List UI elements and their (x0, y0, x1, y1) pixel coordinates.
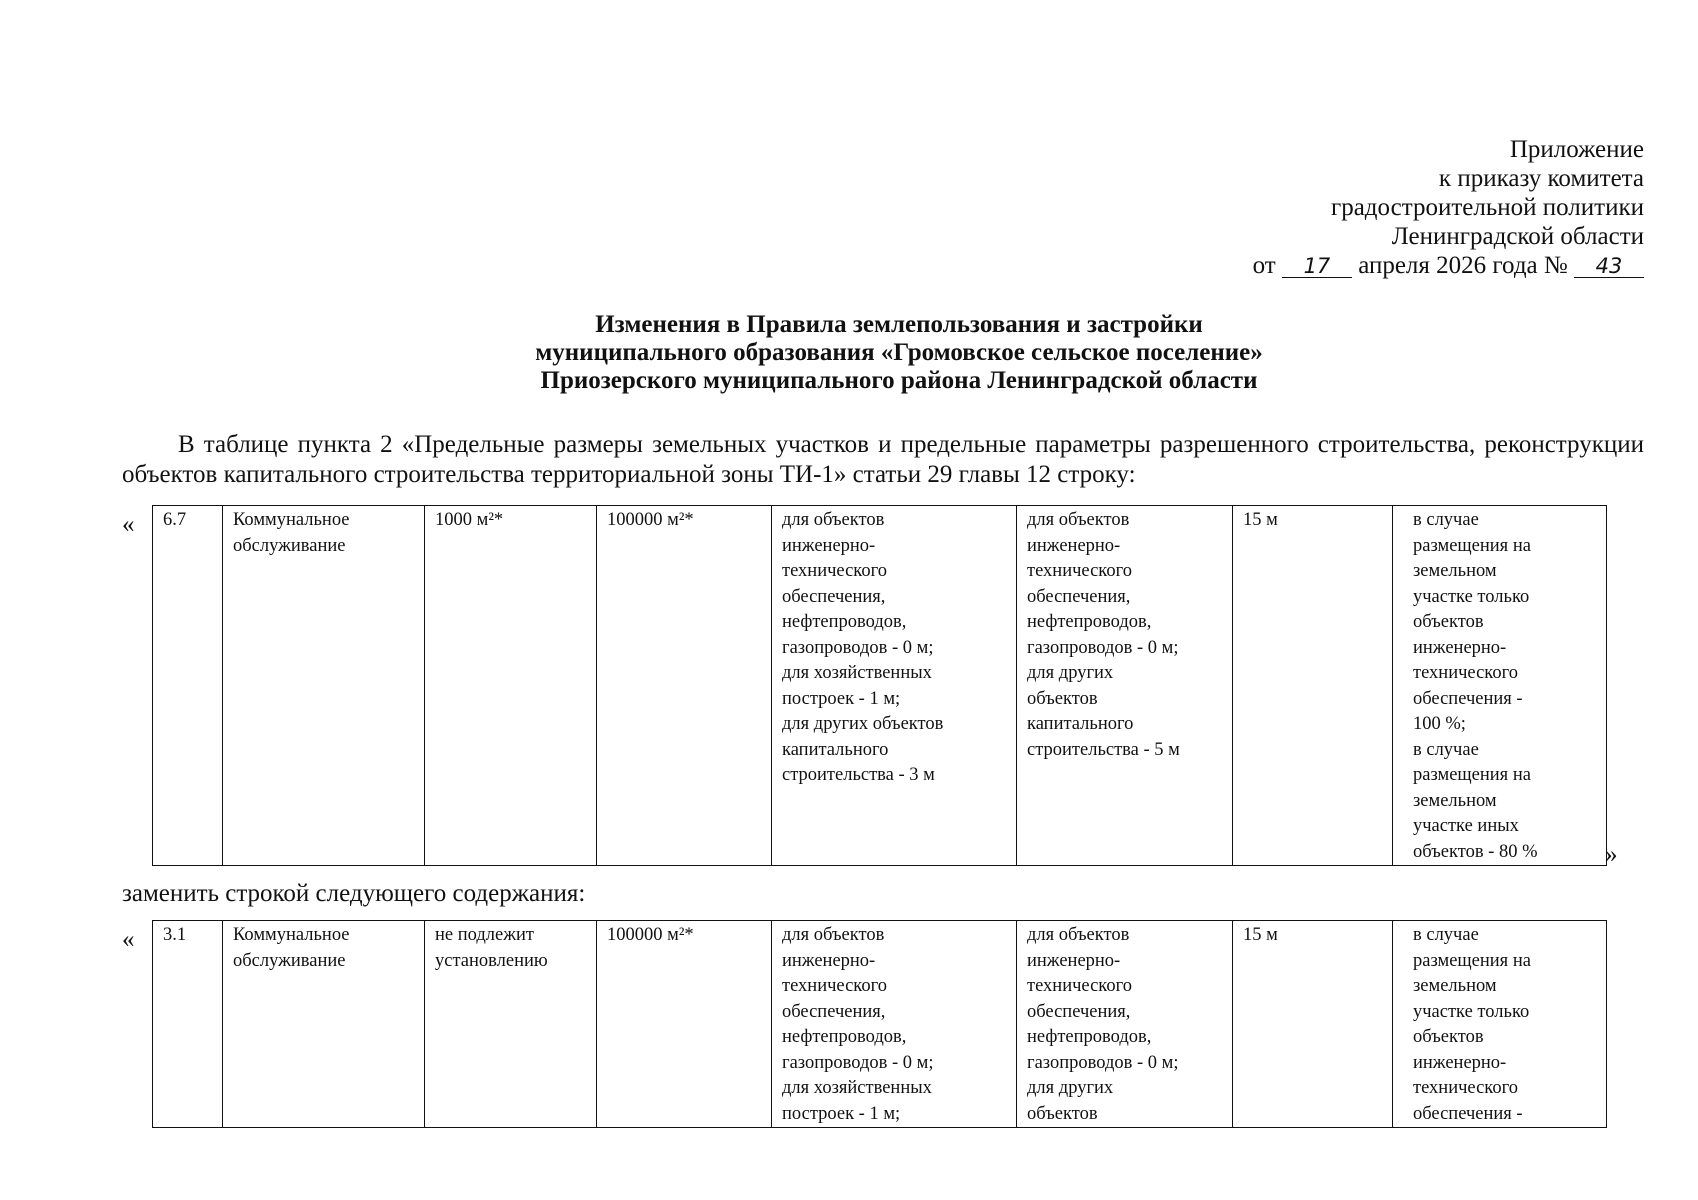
cell-line: строительства - 3 м (782, 765, 935, 785)
cell-setback-a (772, 921, 1017, 1128)
order-month-year: апреля 2026 года (1358, 252, 1538, 279)
order-date-line (1253, 251, 1644, 280)
cell-setback-a (772, 506, 1017, 866)
replace-text: заменить строкой следующего содержания: (122, 880, 586, 907)
number-sign: № (1543, 252, 1568, 279)
title-line: Приозерского муниципального района Ленинградской области (540, 367, 1258, 394)
cell-name (223, 506, 425, 866)
cell-max-area (597, 506, 772, 866)
cell-line: инженерно- (782, 535, 876, 556)
cell-line: для объектов (1027, 510, 1130, 530)
cell-line: обеспечения, (1027, 1001, 1131, 1022)
cell-height (1233, 506, 1393, 866)
cell-line: инженерно- (782, 950, 876, 971)
cell-line: участке только (1413, 1001, 1530, 1022)
cell-line: нефтепроводов, (782, 1027, 907, 1047)
appendix-line: Приложение (1509, 136, 1644, 163)
cell-line: для других объектов (782, 714, 944, 734)
cell-line: обеспечения, (1027, 586, 1131, 607)
cell-name (223, 921, 425, 1128)
cell-line: земельном (1413, 561, 1497, 581)
cell-line: обеспечения - (1413, 688, 1523, 709)
table-row (153, 921, 1607, 1128)
cell-line: установлению (435, 950, 548, 971)
cell-line: технического (782, 561, 887, 581)
cell-line: объектов (1027, 688, 1098, 709)
cell-line: земельном (1413, 790, 1497, 811)
order-number: 43 (1574, 255, 1644, 278)
cell-line: нефтепроводов, (782, 612, 907, 632)
quote-close-old: » (1605, 841, 1618, 868)
intro-paragraph: В таблице пункта 2 «Предельные размеры земельных участков и предельные параметры разрешенного строительства, реконструкции объектов капитального строительства территориальной зоны ТИ-1» статьи 29 главы 12 строку: (122, 431, 1644, 488)
cell-line: обеспечения, (782, 1001, 886, 1022)
cell-line: газопроводов - 0 м; (782, 1052, 934, 1073)
cell-line: технического (1413, 663, 1518, 683)
cell-max-area (597, 921, 772, 1128)
cell-line: для других (1027, 663, 1114, 683)
cell-line: участке только (1413, 586, 1530, 607)
cell-line: обеспечения - (1413, 1103, 1523, 1124)
cell-line: инженерно- (1413, 1052, 1507, 1073)
cell-line: объектов (1413, 612, 1484, 632)
cell-line: технического (1027, 561, 1132, 581)
cell-code: 6.7 (153, 506, 223, 866)
cell-line: объектов (1027, 1103, 1098, 1124)
cell-line: инженерно- (1027, 950, 1121, 971)
appendix-line: к приказу комитета (1438, 165, 1644, 192)
cell-line: обслуживание (233, 950, 346, 971)
quote-open-new: « (122, 926, 135, 953)
cell-line: в случае (1413, 510, 1479, 530)
cell-line: обеспечения, (782, 586, 886, 607)
cell-min-area (425, 506, 597, 866)
appendix-block (1253, 135, 1644, 280)
document-title (0, 311, 1698, 395)
old-row-table (152, 505, 1607, 866)
title-line: Изменения в Правила землепользования и застройки (595, 311, 1203, 338)
appendix-line: Ленинградской области (1391, 223, 1644, 250)
cell-coverage (1393, 506, 1607, 866)
quote-open-old: « (122, 511, 135, 538)
cell-line: для хозяйственных (782, 1078, 932, 1098)
cell-line: газопроводов - 0 м; (1027, 637, 1179, 658)
cell-line: нефтепроводов, (1027, 612, 1152, 632)
cell-line: в случае (1413, 925, 1479, 945)
new-row-table (152, 920, 1607, 1128)
cell-line: обслуживание (233, 535, 346, 556)
cell-code: 3.1 (153, 921, 223, 1128)
cell-line: капитального (1027, 714, 1134, 734)
cell-line: для объектов (1027, 925, 1130, 945)
cell-line: для объектов (782, 510, 885, 530)
cell-line: построек - 1 м; (782, 688, 901, 709)
table-row (153, 506, 1607, 866)
cell-line: участке иных (1413, 816, 1519, 836)
cell-line: 100 %; (1413, 714, 1466, 734)
cell-line: инженерно- (1413, 637, 1507, 658)
cell-line: 100000 м²* (607, 510, 694, 530)
cell-line: объектов - 80 % (1413, 841, 1538, 862)
cell-line: газопроводов - 0 м; (782, 637, 934, 658)
cell-line: Коммунальное (233, 925, 350, 945)
cell-line: технического (782, 976, 887, 996)
cell-line: 15 м (1243, 925, 1278, 945)
cell-setback-b (1017, 506, 1233, 866)
cell-line: технического (1413, 1078, 1518, 1098)
cell-line: инженерно- (1027, 535, 1121, 556)
cell-line: для хозяйственных (782, 663, 932, 683)
title-line: муниципального образования «Громовское сельское поселение» (535, 339, 1263, 366)
cell-line: строительства - 5 м (1027, 739, 1180, 760)
cell-line: нефтепроводов, (1027, 1027, 1152, 1047)
cell-line: размещения на (1413, 765, 1531, 785)
cell-setback-b (1017, 921, 1233, 1128)
cell-line: не подлежит (435, 925, 534, 945)
cell-line: построек - 1 м; (782, 1103, 901, 1124)
cell-line: для объектов (782, 925, 885, 945)
cell-coverage (1393, 921, 1607, 1128)
cell-line: технического (1027, 976, 1132, 996)
cell-line: капитального (782, 739, 889, 760)
cell-min-area (425, 921, 597, 1128)
cell-line: для других (1027, 1078, 1114, 1098)
cell-line: Коммунальное (233, 510, 350, 530)
cell-line: размещения на (1413, 535, 1531, 556)
cell-line: 1000 м²* (435, 510, 504, 530)
cell-line: объектов (1413, 1027, 1484, 1047)
cell-line: размещения на (1413, 950, 1531, 971)
order-day: 17 (1282, 255, 1352, 278)
date-prefix: от (1252, 252, 1276, 279)
cell-line: газопроводов - 0 м; (1027, 1052, 1179, 1073)
cell-line: земельном (1413, 976, 1497, 996)
cell-line: 100000 м²* (607, 925, 694, 945)
cell-height (1233, 921, 1393, 1128)
cell-line: в случае (1413, 739, 1479, 760)
appendix-line: градостроительной политики (1330, 194, 1644, 221)
cell-line: 15 м (1243, 510, 1278, 530)
